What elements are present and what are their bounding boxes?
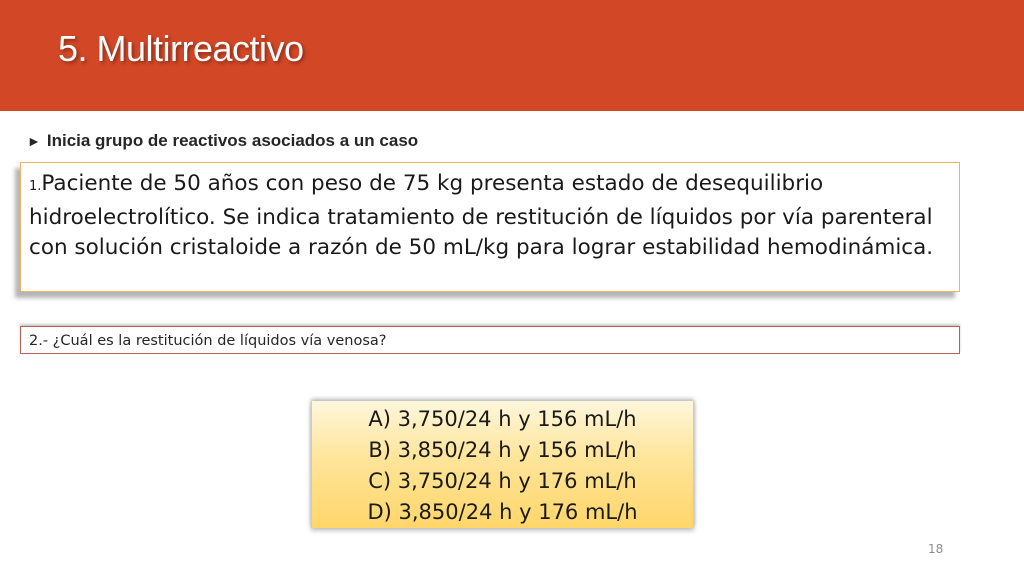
option-c: C) 3,750/24 h y 176 mL/h <box>368 469 637 493</box>
subtitle-text: Inicia grupo de reactivos asociados a un caso <box>46 131 419 150</box>
answer-options-box <box>311 401 694 528</box>
option-b: B) 3,850/24 h y 156 mL/h <box>368 438 637 462</box>
question-box: 2.- ¿Cuál es la restitución de líquidos vía venosa? <box>20 326 960 354</box>
slide-title: 5. Multirreactivo <box>58 28 304 69</box>
case-number: 1. <box>29 179 42 194</box>
option-d: D) 3,850/24 h y 176 mL/h <box>367 500 638 524</box>
case-box <box>20 162 960 292</box>
page-number: 18 <box>928 542 944 556</box>
subtitle-line <box>27 131 418 151</box>
arrow-bullet-icon: ► <box>27 133 41 149</box>
option-a: A) 3,750/24 h y 156 mL/h <box>368 407 637 431</box>
case-text: Paciente de 50 años con peso de 75 kg presenta estado de desequilibrio hidroelectrolítico. Se indica tratamiento de restitución de líquidos por vía parenteral con solución cristaloide a razón de 50 mL/kg para lograr estabilidad hemodinámica. <box>29 171 934 260</box>
